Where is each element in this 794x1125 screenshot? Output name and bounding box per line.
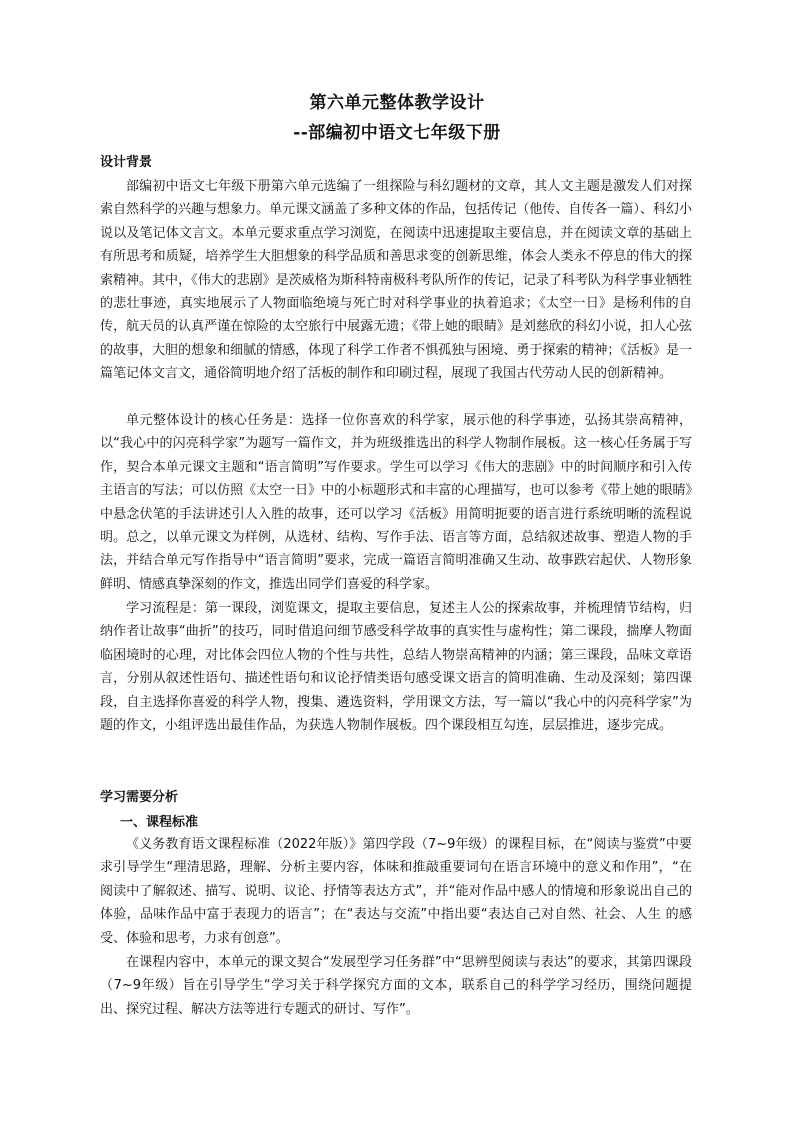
paragraph-background: 部编初中语文七年级下册第六单元选编了一组探险与科幻题材的文章，其人文主题是激发人们对探索自然科学的兴趣与想象力。单元课文涵盖了多种文体的作品，包括传记（他传、自传各一篇）、科幻小说以及笔记体文言文。本单元要求重点学习浏览，在阅读中迅速提取主要信息，并在阅读文章的基础上有所思考和质疑，培养学生大胆想象的科学品质和善思求变的创新思维，体会人类永不停息的伟大的探索精神。其中，《伟大的悲剧》是茨威格为斯科特南极科考队所作的传记，记录了科考队为科学事业牺牲的悲壮事迹，真实地展示了人物面临绝境与死亡时对科学事业的执着追求；《太空一日》是杨利伟的自传，航天员的认真严谨在惊险的太空旅行中展露无遗；《带上她的眼睛》是刘慈欣的科幻小说，扣人心弦的故事，大胆的想象和细腻的情感，体现了科学工作者不惧孤独与困境、勇于探索的精神；《活板》是一篇笔记体文言文，通俗简明地介绍了活板的制作和印刷过程，展现了我国古代劳动人民的创新精神。 (100, 179, 692, 382)
paragraph-learning-process: 学习流程是：第一课段，浏览课文，提取主要信息，复述主人公的探索故事，并梳理情节结构，归纳作者让故事“曲折”的技巧，同时借追问细节感受科学故事的真实性与虚构性；第二课段，揣摩人物面临困境时的心理，对比体会四位人物的个性与共性，总结人物崇高精神的内涵；第三课段，品味文章语言，分别从叙述性语句、描述性语句和议论抒情类语句感受课文语言的简明准确、生动及深刻；第四课段，自主选择你喜爱的科学人物，搜集、遴选资料，学用课文方法，写一篇以“我心中的闪亮科学家”为题的作文，小组评选出最佳作品，为获选人物制作展板。四个课段相互勾连，层层推进，逐步完成。 (100, 601, 692, 734)
subheading-curriculum-standard: 一、课程标准 (120, 815, 199, 830)
paragraph-curriculum-content: 在课程内容中，本单元的课文契合“发展型学习任务群”中“思辨型阅读与表达”的要求，其第四课段（7~9年级）旨在引导学生“学习关于科学探究方面的文本，联系自己的科学学习经历，围绕问题提出、探究过程、解决方法等进行专题式的研讨、写作”。 (100, 955, 692, 1017)
document-title: 第六单元整体教学设计 (309, 93, 485, 113)
paragraph-curriculum-standard: 《义务教育语文课程标准（2022年版）》第四学段（7~9年级）的课程目标，在“阅读与鉴赏”中要求引导学生“理清思路，理解、分析主要内容，体味和推敲重要词句在语言环境中的意义和作用”，“在阅读中了解叙述、描写、说明、议论、抒情等表达方式”，并“能对作品中感人的情境和形象说出自己的体验，品味作品中富于表现力的语言”；在“表达与交流”中指出要“表达自己对自然、社会、人生 的感受、体验和思考，力求有创意”。 (100, 837, 692, 946)
section-heading-needs-analysis: 学习需要分析 (100, 790, 179, 805)
paragraph-core-task: 单元整体设计的核心任务是：选择一位你喜欢的科学家，展示他的科学事迹，弘扬其崇高精神，以“我心中的闪亮科学家”为题写一篇作文，并为班级推选出的科学人物制作展板。这一核心任务属于写作，契合本单元课文主题和“语言简明”写作要求。学生可以学习《伟大的悲剧》中的时间顺序和引入传主语言的写法；可以仿照《太空一日》中的小标题形式和丰富的心理描写，也可以参考《带上她的眼睛》中悬念伏笔的手法讲述引人入胜的故事，还可以学习《活板》用简明扼要的语言进行系统明晰的流程说明。总之，以单元课文为样例，从选材、结构、写作手法、语言等方面，总结叙述故事、塑造人物的手法，并结合单元写作指导中“语言简明”要求，完成一篇语言简明准确又生动、故事跌宕起伏、人物形象鲜明、情感真挚深刻的作文，推选出同学们喜爱的科学家。 (100, 413, 692, 592)
document-subtitle: --部编初中语文七年级下册 (293, 123, 501, 143)
section-heading-design-background: 设计背景 (100, 155, 153, 170)
